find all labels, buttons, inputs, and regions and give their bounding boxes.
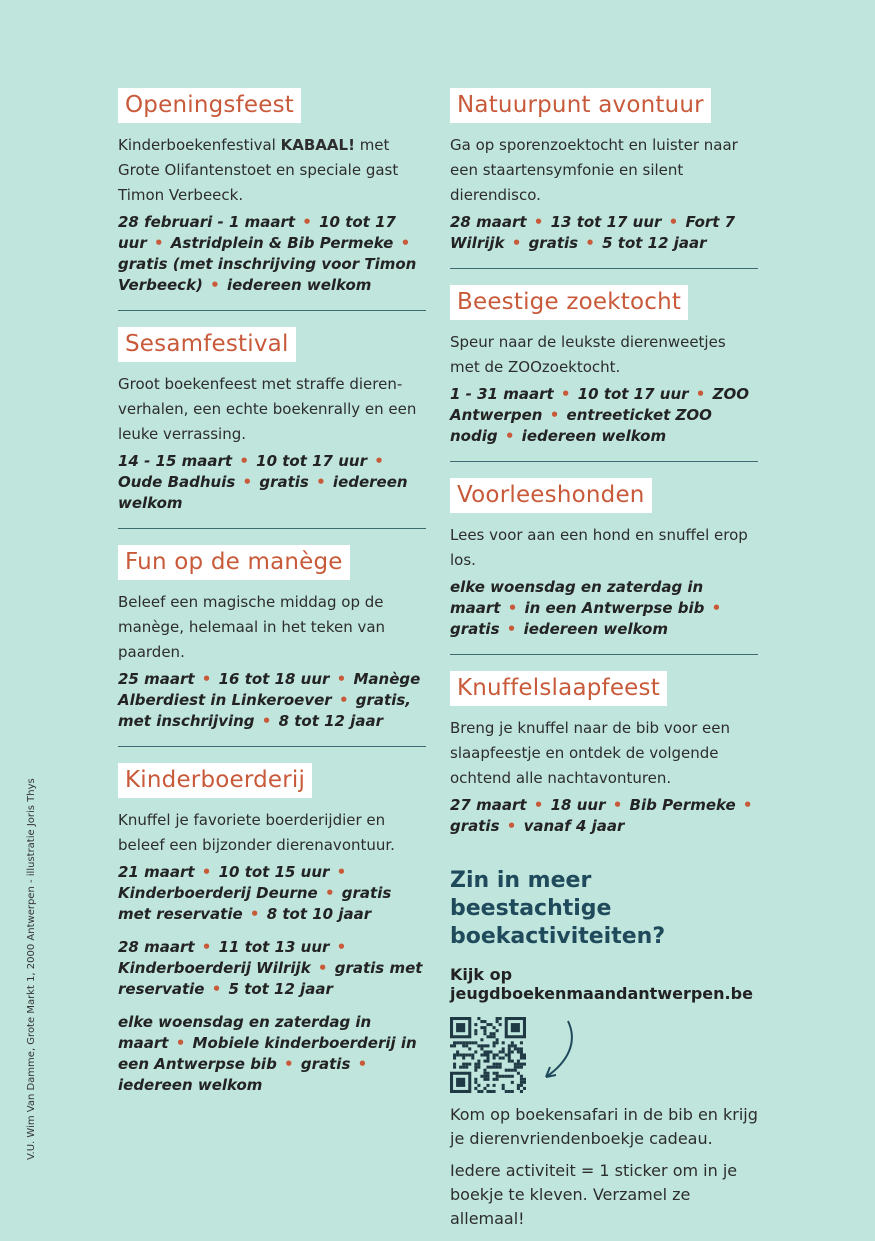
event-card (450, 671, 758, 851)
left-column (118, 88, 426, 1126)
sidebar-credits: V.U. Wim Van Damme, Grote Markt 1, 2000 Antwerpen - illustratie Joris Thys (26, 778, 37, 1160)
separator-dot: • (742, 796, 753, 814)
separator-dot: • (242, 473, 253, 491)
separator-dot: • (533, 213, 544, 231)
qr-row (450, 1017, 758, 1099)
separator-dot: • (201, 863, 212, 881)
right-events (450, 88, 758, 851)
separator-dot: • (400, 234, 411, 252)
separator-dot: • (612, 796, 623, 814)
separator-dot: • (201, 670, 212, 688)
event-card (450, 478, 758, 655)
event-description: Speur naar de leukste dierenweetjes met de ZOOzoektocht. (450, 333, 726, 376)
event-title: Fun op de manège (118, 545, 350, 580)
separator-dot: • (357, 1055, 368, 1073)
event-details: 14 - 15 maart • 10 tot 17 uur • Oude Badhuis • gratis • iedereen welkom (118, 452, 408, 512)
event-details: 28 maart • 11 tot 13 uur • Kinderboerderij Wilrijk • gratis met reservatie • 5 tot 12 jaar (118, 938, 423, 998)
event-card (118, 88, 426, 311)
separator-dot: • (201, 938, 212, 956)
separator-dot: • (504, 427, 515, 445)
separator-dot: • (317, 959, 328, 977)
separator-dot: • (261, 712, 272, 730)
separator-dot: • (506, 817, 517, 835)
event-details: 27 maart • 18 uur • Bib Permeke • gratis • vanaf 4 jaar (450, 796, 753, 835)
separator-dot: • (338, 691, 349, 709)
qr-code-icon[interactable] (450, 1017, 526, 1093)
separator-dot: • (284, 1055, 294, 1073)
separator-dot: • (585, 234, 595, 252)
event-title: Openingsfeest (118, 88, 301, 123)
separator-dot: • (374, 452, 384, 470)
event-details: 28 februari - 1 maart • 10 tot 17 uur • Astridplein & Bib Permeke • gratis (met inschrijving voor Timon Verbeeck) • iedereen welkom (118, 213, 417, 294)
separator-dot: • (211, 980, 222, 998)
separator-dot: • (506, 620, 517, 638)
separator-dot: • (533, 796, 544, 814)
promo-heading: Zin in meer beestachtige boekactiviteiten? (450, 868, 666, 949)
event-description: Lees voor aan een hond en snuffel erop los. (450, 526, 748, 569)
separator-dot: • (668, 213, 679, 231)
event-description: Breng je knuffel naar de bib voor een slaapfeestje en ontdek de volgende ochtend alle nachtavonturen. (450, 719, 730, 787)
separator-dot: • (336, 938, 347, 956)
right-column (450, 88, 758, 1239)
event-card (450, 88, 758, 269)
separator-dot: • (210, 276, 220, 294)
event-details: 21 maart • 10 tot 15 uur • Kinderboerderij Deurne • gratis met reservatie • 8 tot 10 jaar (118, 863, 392, 923)
event-description: Groot boekenfeest met straffe dieren-verhalen, een echte boekenrally en een leuke verrassing. (118, 375, 417, 443)
separator-dot: • (175, 1034, 186, 1052)
separator-dot: • (507, 599, 518, 617)
event-description: Ga op sporenzoektocht en luister naar een staartensymfonie en silent dierendisco. (450, 136, 738, 204)
separator-dot: • (249, 905, 260, 923)
event-details: 28 maart • 13 tot 17 uur • Fort 7 Wilrijk • gratis • 5 tot 12 jaar (450, 213, 736, 252)
event-description: Kinderboekenfestival KABAAL! met Grote Olifantenstoet en speciale gast Timon Verbeeck. (118, 136, 399, 204)
event-description: Beleef een magische middag op de manège, helemaal in het teken van paarden. (118, 593, 386, 661)
event-details: 1 - 31 maart • 10 tot 17 uur • ZOO Antwerpen • entreeticket ZOO nodig • iedereen welkom (450, 385, 749, 445)
event-details: elke woensdag en zaterdag in maart • Mobiele kinderboerderij in een Antwerpse bib • gratis • iedereen welkom (118, 1013, 417, 1094)
event-card (118, 327, 426, 529)
event-title: Knuffelslaapfeest (450, 671, 667, 706)
event-title: Natuurpunt avontuur (450, 88, 711, 123)
separator-dot: • (336, 670, 347, 688)
promo-text-2: Iedere activiteit = 1 sticker om in je boekje te kleven. Verzamel ze allemaal! (450, 1161, 738, 1228)
event-title: Voorleeshonden (450, 478, 652, 513)
event-card (118, 545, 426, 747)
separator-dot: • (336, 863, 347, 881)
event-title: Sesamfestival (118, 327, 296, 362)
separator-dot: • (711, 599, 722, 617)
separator-dot: • (239, 452, 249, 470)
separator-dot: • (316, 473, 326, 491)
promo-section (450, 867, 758, 1231)
promo-text-1: Kom op boekensafari in de bib en krijg je dierenvriendenboekje cadeau. (450, 1105, 758, 1148)
event-title: Kinderboerderij (118, 763, 312, 798)
separator-dot: • (302, 213, 312, 231)
event-title: Beestige zoektocht (450, 285, 688, 320)
event-details: elke woensdag en zaterdag in maart • in een Antwerpse bib • gratis • iedereen welkom (450, 578, 722, 638)
separator-dot: • (695, 385, 706, 403)
event-details: 25 maart • 16 tot 18 uur • Manège Alberdiest in Linkeroever • gratis, met inschrijving • 8 tot 12 jaar (118, 670, 421, 730)
arrow-icon (538, 1017, 578, 1087)
separator-dot: • (511, 234, 522, 252)
event-card (450, 285, 758, 462)
separator-dot: • (560, 385, 571, 403)
separator-dot: • (154, 234, 164, 252)
separator-dot: • (549, 406, 560, 424)
event-card (118, 763, 426, 1110)
event-description: Knuffel je favoriete boerderijdier en beleef een bijzonder dierenavontuur. (118, 811, 395, 854)
separator-dot: • (324, 884, 335, 902)
website-link[interactable]: Kijk op jeugdboekenmaandantwerpen.be (450, 965, 753, 1003)
